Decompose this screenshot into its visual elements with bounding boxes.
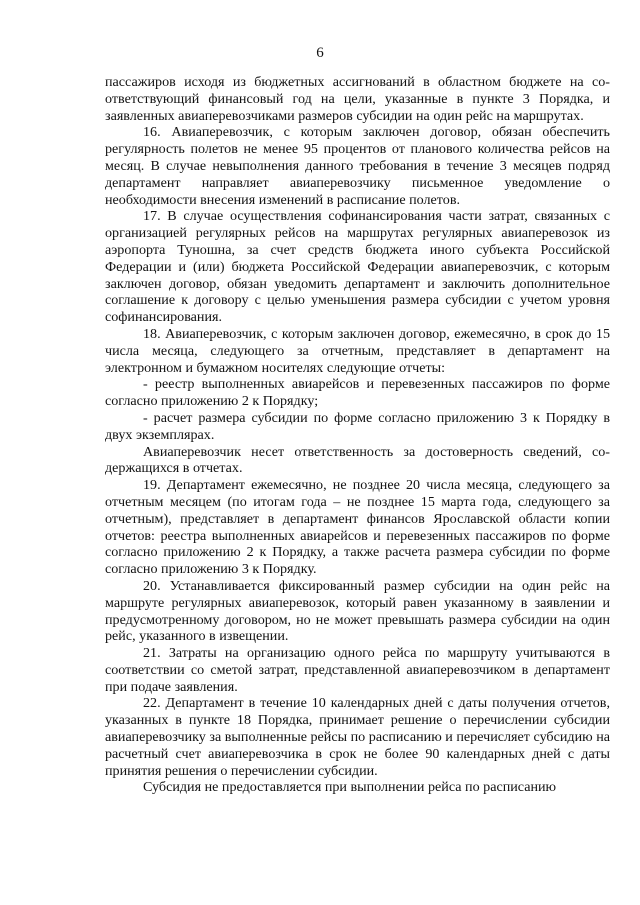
paragraph-item-18: 18. Авиаперевозчик, с которым заключен договор, ежемесячно, в срок до 15 числа месяца, следующего за отчетным, представляет в департамент на электронном и бумажном носителях следующие отчеты: — [105, 325, 610, 376]
paragraph-item-22: 22. Департамент в течение 10 календарных дней с даты получения отчетов, указанных в пункте 18 Порядка, принимает решение о перечислении субсидии авиаперевозчику за выполненные рейсы по расписанию и перечисляет субсидию на расчетный счет авиаперевозчика в срок не более 90 календарных дней с даты принятия решения о перечислении субсидии. — [105, 695, 610, 779]
paragraph-continuation: пассажиров исходя из бюджетных ассигнований в областном бюджете на соответствующий финансовый год на цели, указанные в пункте 3 Порядка, и заявленных авиаперевозчиками размеров субсидии на один рейс на маршрутах. — [105, 74, 610, 124]
paragraph-item-21: 21. Затраты на организацию одного рейса по маршруту учитываются в соответствии со сметой затрат, представленной авиаперевозчиком в департамент при подаче заявления. — [105, 645, 610, 695]
paragraph-item-20: 20. Устанавливается фиксированный размер субсидии на один рейс на маршруте регулярных авиаперевозок, который равен указанному в заявлении и предусмотренному договором, но не может превышать размера субсидии на один рейс, указанного в извещении. — [105, 577, 610, 645]
paragraph-list-item-calculation: - расчет размера субсидии по форме согласно приложению 3 к Порядку в двух экземплярах. — [105, 409, 610, 443]
paragraph-list-item-registry: - реестр выполненных авиарейсов и перевезенных пассажиров по форме согласно приложению 2 к Порядку; — [105, 376, 610, 410]
paragraph-item-17: 17. В случае осуществления софинансирования части затрат, связанных с организацией регулярных рейсов на маршрутах регулярных авиаперевозок из аэропорта Туношна, за счет средств бюджета иного субъекта Российской Федерации и (или) бюджета Российской Федерации авиаперевозчик, с которым заключен договор, обязан уведомить департамент и заключить дополнительное соглашение к договору с целью уменьшения размера субсидии с учетом уровня софинансирования. — [105, 208, 610, 326]
paragraph-responsibility: Авиаперевозчик несет ответственность за достоверность сведений, содержащихся в отчетах. — [105, 443, 610, 477]
paragraph-item-16: 16. Авиаперевозчик, с которым заключен договор, обязан обеспечить регулярность полетов не менее 95 процентов от планового количества рейсов на месяц. В случае невыполнения данного требования в течение 3 месяцев подряд департамент направляет авиаперевозчику письменное уведомление о необходимости внесения изменений в расписание полетов. — [105, 124, 610, 208]
paragraph-item-19: 19. Департамент ежемесячно, не позднее 20 числа месяца, следующего за отчетным месяцем (по итогам года – не позднее 15 марта года, следующего за отчетным), представляет в департамент финансов Ярославской области копии отчетов: реестра выполненных авиарейсов и перевезенных пассажиров по форме согласно приложению 2 к Порядку, а также расчета размера субсидии по форме согласно приложению 3 к Порядку. — [105, 477, 610, 578]
page-number: 6 — [316, 45, 324, 61]
document-body — [105, 74, 610, 796]
paragraph-subsidy-condition: Субсидия не предоставляется при выполнении рейса по расписанию — [143, 779, 557, 796]
